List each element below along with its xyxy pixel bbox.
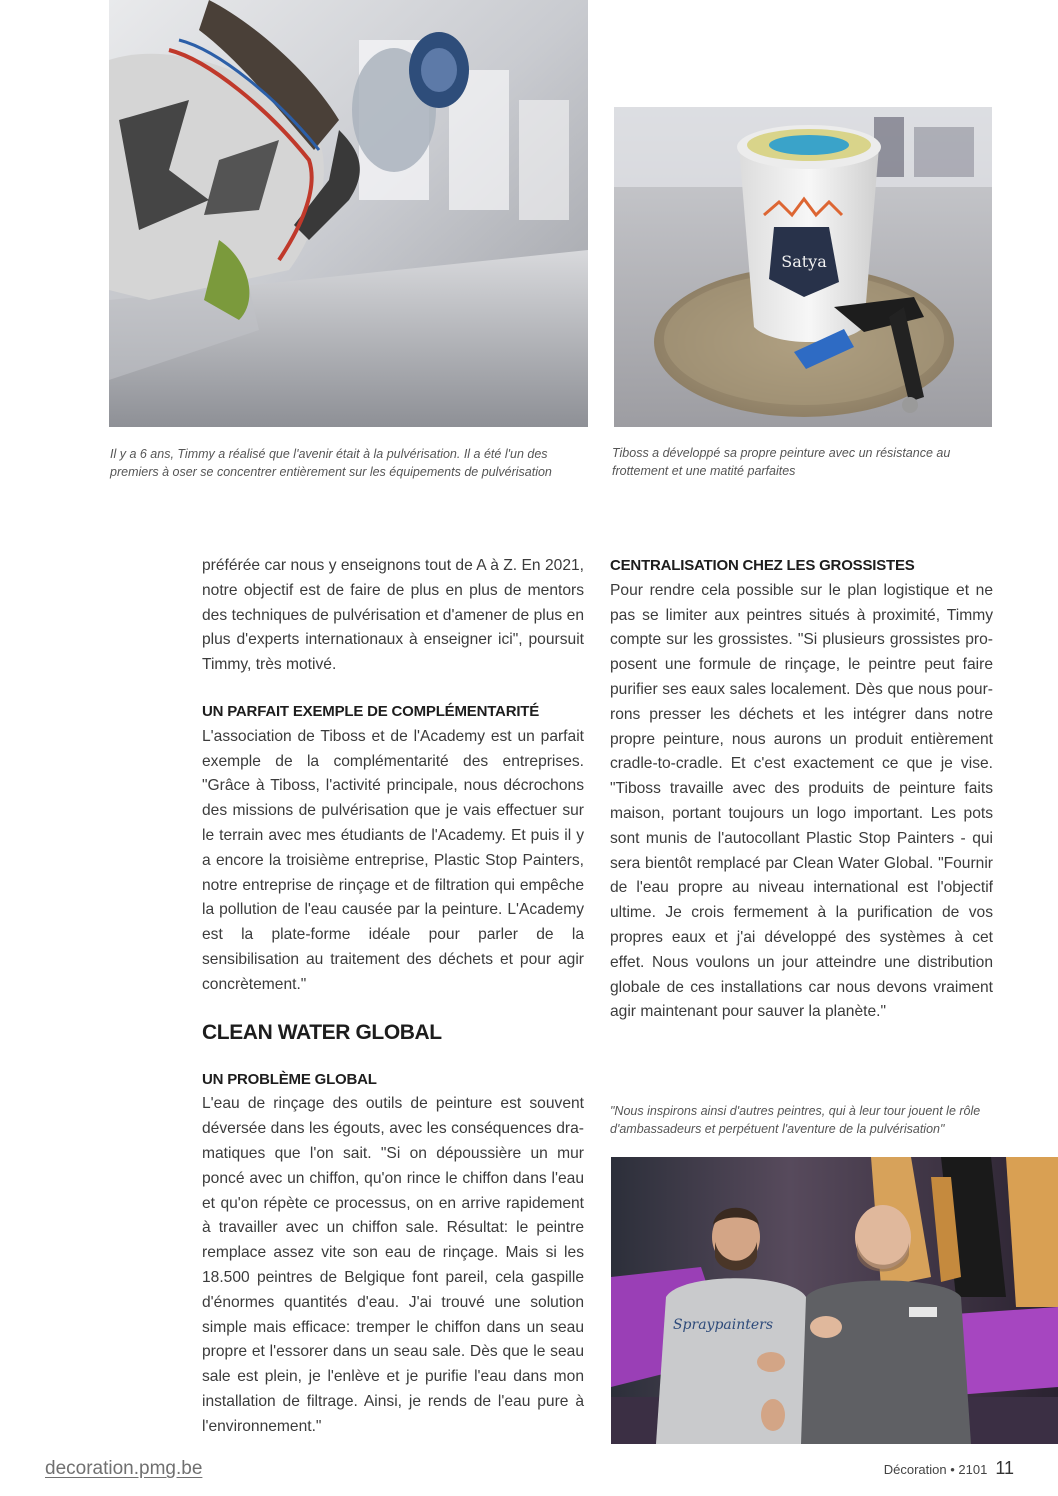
- heading-centralisation: CENTRALISATION CHEZ LES GROSSISTES: [610, 557, 915, 574]
- caption-painter: Il y a 6 ans, Timmy a réalisé que l'avenir était à la pulvérisation. Il a été l'un des premiers à oser se concentrer entièrement sur les équipements de pulvérisation: [110, 447, 552, 479]
- intro-paragraph: préférée car nous y enseignons tout de A à Z. En 2021, notre objectif est de faire de plus en plus de mentors des techniques de pulvérisation et d'amener de plus en plus d'experts internationaux à enseigner ici", poursuit Timmy, très motivé.: [202, 557, 584, 674]
- paragraph-centralisation: Pour rendre cela possible sur le plan logistique et ne pas se limiter aux peintres situés à proximité, Timmy compte sur les grossistes. "Si plusieurs grossistes proposent une formule de rinçage, le peintre peut faire purifier ses eaux sales localement. Dès que nous pourrons presser les déchets et les intégrer dans notre propre peinture, nous aurons un produit entièrement cradle-to-cradle. Et c'est exactement ce que je vise. "Tiboss travaille avec des produits de peinture faits maison, portant toujours un logo important. Les pots sont munis de l'autocollant Plastic Stop Painters - qui sera bientôt remplacé par Clean Water Global. "Fournir de l'eau propre au niveau international est l'objectif ultime. Je crois fermement à la purification de vos propres eaux et j'ai développé des systèmes à cet effet. Nous voulons un jour atteindre une distribution globale de ces installations car nous devons vraiment agir maintenant pour sauver la planète.": [610, 581, 993, 1021]
- photo-two-painters: [611, 1157, 1058, 1444]
- caption-ambassadeurs: "Nous inspirons ainsi d'autres peintres, qui à leur tour jouent le rôle d'ambassadeurs et perpétuent l'aventure de la pulvérisation": [610, 1104, 981, 1136]
- heading-complementarite: UN PARFAIT EXEMPLE DE COMPLÉMENTARITÉ: [202, 702, 540, 720]
- issue-label: Décoration • 2101: [883, 1462, 988, 1477]
- website-link[interactable]: decoration.pmg.be: [45, 1458, 203, 1479]
- caption-bucket: Tiboss a développé sa propre peinture avec un résistance au frottement et une matité parfaites: [612, 446, 951, 478]
- photo-painter-spraying: [109, 0, 588, 427]
- bucket-label: Satya: [781, 252, 827, 271]
- page-number: 11: [995, 1458, 1014, 1478]
- left-column: [202, 554, 584, 1440]
- paragraph-probleme-global: L'eau de rinçage des outils de peinture est souvent déversée dans les égouts, avec les conséquences dramatiques que l'on sait. "Si on dépoussière un mur poncé avec un chiffon, qu'on rince le chiffon dans l'eau et qu'on répète ce processus, on en arrive rapidement à travailler avec un chiffon sale. Résultat: le peintre remplace assez vite son eau de rinçage. Mais si les 18.500 peintres de Belgique font pareil, cela gaspille d'énormes quantités d'eau. J'ai trouvé une solution simple mais efficace: tremper le chiffon dans un seau propre et l'essorer dans un seau sale. Dès que le seau sale est plein, je l'enlève et je purifie l'eau dans mon installation de filtrage. Ainsi, je rends de l'eau pure à l'environnement.": [202, 1095, 584, 1435]
- section-title-clean-water: CLEAN WATER GLOBAL: [202, 1020, 442, 1044]
- heading-probleme-global: UN PROBLÈME GLOBAL: [202, 1070, 377, 1088]
- photo-paint-bucket: [614, 107, 992, 427]
- right-column: [610, 554, 993, 1025]
- footer-issue: [884, 1458, 1014, 1479]
- paragraph-complementarite: L'association de Tiboss et de l'Academy est un parfait exemple de la complémentarité des entreprises. "Grâce à Tiboss, l'activité principale, nous décrochons des missions de pulvérisation que je vais effectuer sur le terrain avec mes étudiants de l'Academy. Et puis il y a encore la troisième entreprise, Plastic Stop Painters, notre entreprise de rinçage et de filtration qui empêche la pollution de l'eau causée par la peinture. L'Academy est la plate-forme idéale pour parler de la sensibilisation au traitement des déchets et pour agir concrètement.": [202, 727, 584, 993]
- hoodie-text: Spraypainters: [672, 1317, 774, 1333]
